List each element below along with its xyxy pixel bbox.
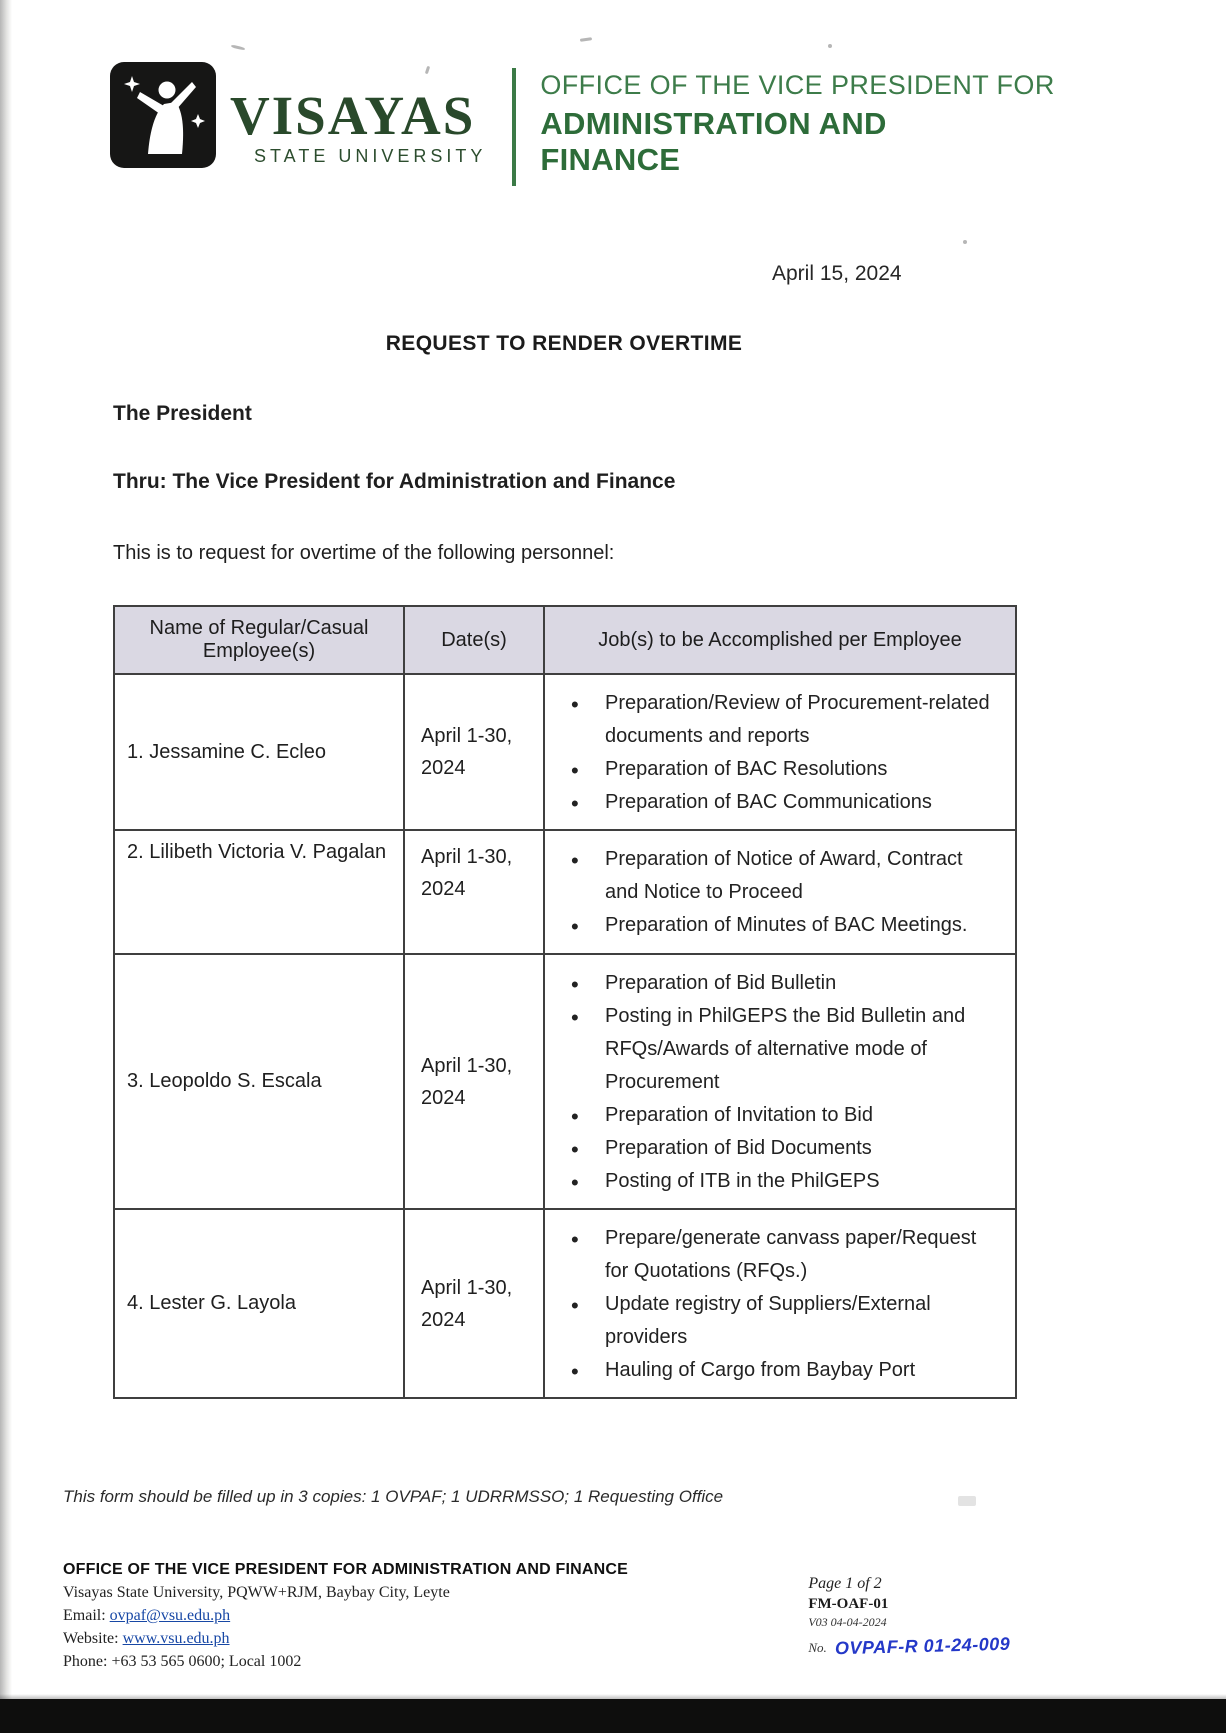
logo-wordmark-block [230,62,486,167]
addressee-line: The President [113,402,252,425]
page-number: Page 1 of 2 [808,1575,882,1592]
job-item: • Posting of ITB in the PhilGEPS [545,1165,991,1198]
vsu-emblem-icon [110,62,216,168]
date-range: April 1-30, 2024 [404,954,544,1209]
table-row [114,674,1016,830]
job-item: • Hauling of Cargo from Baybay Port [545,1354,991,1387]
job-item: • Prepare/generate canvass paper/Request for Quotations (RFQs.) [545,1222,991,1288]
letterhead [0,0,1226,186]
control-number-line [808,1633,1011,1659]
scan-artifact [828,44,832,48]
form-version: V03 04-04-2024 [808,1615,887,1629]
job-item: • Preparation/Review of Procurement-related documents and reports [545,687,991,753]
email-link[interactable]: ovpaf@vsu.edu.ph [109,1607,231,1624]
scan-artifact [963,240,967,244]
university-logo [110,62,216,168]
job-item: • Preparation of Minutes of BAC Meetings. [545,909,991,942]
intro-line: This is to request for overtime of the following personnel: [113,542,615,564]
scan-edge-artifact [0,0,12,1733]
website-link[interactable]: www.vsu.edu.ph [122,1630,230,1647]
scan-artifact [958,1496,976,1506]
office-name-line-3: FINANCE [540,141,681,177]
date-range: April 1-30, 2024 [404,1209,544,1398]
date-range: April 1-30, 2024 [404,674,544,830]
jobs-cell [544,954,1016,1209]
column-header-dates: Date(s) [404,606,544,674]
website-label: Website: [63,1630,119,1647]
footer-contact-block [63,1561,628,1671]
table-row [114,954,1016,1209]
footer-address: Visayas State University, PQWW+RJM, Baybay City, Leyte [63,1584,450,1601]
jobs-cell [544,830,1016,954]
footer-form-meta-block [808,1561,1010,1671]
employee-name: 3. Leopoldo S. Escala [114,954,404,1209]
document-date: April 15, 2024 [772,262,902,285]
form-copies-note: This form should be filled up in 3 copies: 1 OVPAF; 1 UDRRMSSO; 1 Requesting Office [63,1487,724,1506]
footer-office-name: OFFICE OF THE VICE PRESIDENT FOR ADMINISTRATION AND FINANCE [63,1561,628,1578]
job-item: • Posting in PhilGEPS the Bid Bulletin and RFQs/Awards of alternative mode of Procurement [545,1000,991,1099]
overtime-request-table [113,605,1017,1399]
footer-website-line [63,1630,628,1648]
logo-wordmark: VISAYAS [230,85,476,146]
table-header-row [114,606,1016,674]
job-item: • Preparation of BAC Resolutions [545,753,991,786]
control-number-label: No. [808,1640,827,1655]
employee-name: 4. Lester G. Layola [114,1209,404,1398]
email-label: Email: [63,1607,106,1624]
jobs-cell [544,674,1016,830]
employee-name: 1. Jessamine C. Ecleo [114,674,404,830]
column-header-jobs: Job(s) to be Accomplished per Employee [544,606,1016,674]
form-code: FM-OAF-01 [808,1596,889,1612]
job-item: • Preparation of BAC Communications [545,786,991,819]
thru-line: Thru: The Vice President for Administration and Finance [113,470,676,493]
job-item: • Preparation of Bid Documents [545,1132,991,1165]
page-footer [0,1561,1226,1671]
office-name-line-1: OFFICE OF THE VICE PRESIDENT FOR [540,70,1055,100]
logo-subtitle: STATE UNIVERSITY [254,146,487,166]
scan-bottom-bar-artifact [0,1699,1226,1733]
header-divider [512,68,516,186]
job-item: • Preparation of Notice of Award, Contract and Notice to Proceed [545,843,991,909]
column-header-name: Name of Regular/Casual Employee(s) [114,606,404,674]
job-item: • Preparation of Invitation to Bid [545,1099,991,1132]
job-item: • Preparation of Bid Bulletin [545,967,991,1000]
employee-name: 2. Lilibeth Victoria V. Pagalan [114,830,404,954]
footer-phone: Phone: +63 53 565 0600; Local 1002 [63,1653,302,1670]
control-number-handwritten: OVPAF-R 01-24-009 [834,1633,1011,1659]
table-row [114,830,1016,954]
office-name-block [540,62,1054,177]
office-name-line-2: ADMINISTRATION AND [540,106,887,141]
document-title: REQUEST TO RENDER OVERTIME [385,332,743,355]
date-range: April 1-30, 2024 [404,830,544,954]
footer-email-line [63,1607,628,1625]
document-body [0,262,1015,1399]
job-item: • Update registry of Suppliers/External providers [545,1288,991,1354]
jobs-cell [544,1209,1016,1398]
table-row [114,1209,1016,1398]
